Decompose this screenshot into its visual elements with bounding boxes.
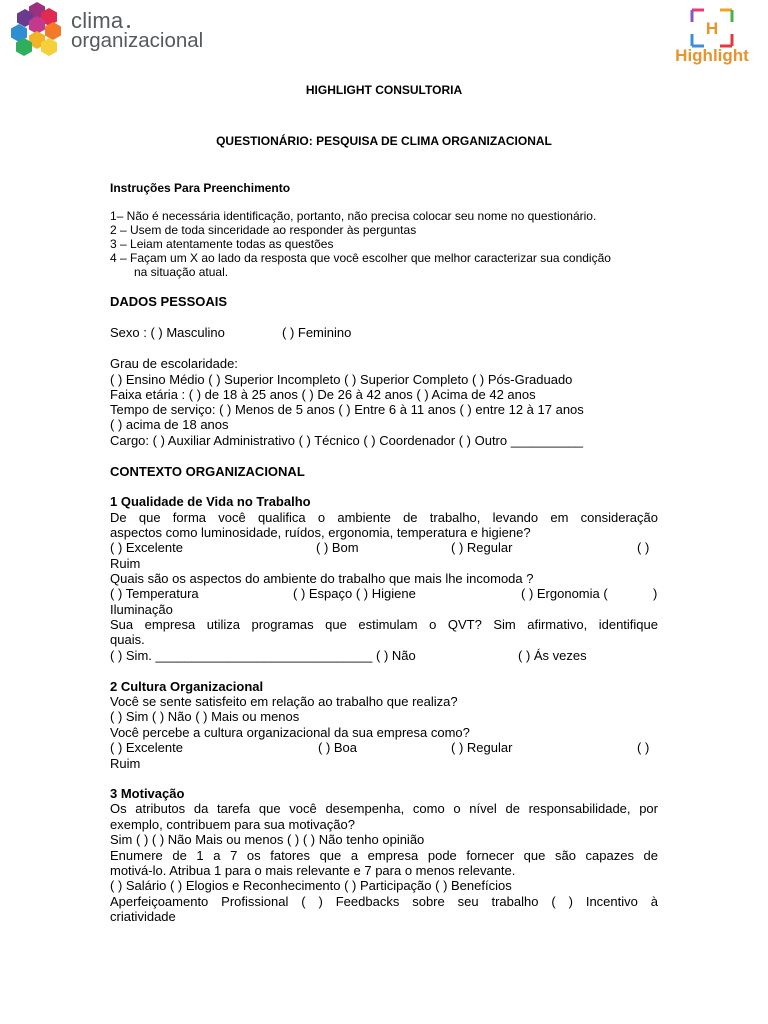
position-options[interactable]: Cargo: ( ) Auxiliar Administrativo ( ) Técnico ( ) Coordenador ( ) Outro __________ [110, 433, 584, 448]
option-iluminacao-label: Iluminação [110, 602, 173, 617]
option-ruim-label: Ruim [110, 556, 141, 571]
option-ruim-checkbox[interactable]: ( ) [637, 540, 650, 555]
section-3-question-1: Os atributos da tarefa que você desempenha, como o nível de responsabilidade, por [110, 801, 658, 816]
personal-data-heading: DADOS PESSOAIS [110, 294, 228, 309]
section-2-question-1: Você se sente satisfeito em relação ao trabalho que realiza? [110, 694, 458, 709]
section-3-question-1-options[interactable]: Sim ( ) ( ) Não Mais ou menos ( ) ( ) Não tenho opinião [110, 832, 425, 847]
section-1-question-1-cont: aspectos como luminosidade, ruídos, ergonomia, temperatura e higiene? [110, 525, 531, 540]
option-bom[interactable]: ( ) Bom [316, 540, 359, 555]
logo-word-organizacional: organizacional [71, 29, 204, 52]
section-3-question-2-options-cont[interactable]: Aperfeiçoamento Profissional ( ) Feedbacks sobre seu trabalho ( ) Incentivo à [110, 894, 658, 909]
section-3-question-2-cont: motivá-lo. Atribua 1 para o mais relevante e 7 para o menos relevante. [110, 863, 516, 878]
education-options[interactable]: ( ) Ensino Médio ( ) Superior Incompleto ( ) Superior Completo ( ) Pós-Graduado [110, 372, 573, 387]
section-2-question-1-options[interactable]: ( ) Sim ( ) Não ( ) Mais ou menos [110, 709, 300, 724]
instruction-item: 2 – Usem de toda sinceridade ao responder às perguntas [110, 223, 417, 237]
hexagon-cluster-icon [9, 0, 69, 60]
option-ergonomia[interactable]: ( ) Ergonomia ( [521, 586, 608, 601]
service-time-options[interactable]: Tempo de serviço: ( ) Menos de 5 anos ( ) Entre 6 à 11 anos ( ) entre 12 à 17 anos [110, 402, 584, 417]
instructions-heading: Instruções Para Preenchimento [110, 181, 291, 195]
age-range-options[interactable]: Faixa etária : ( ) de 18 à 25 anos ( ) De 26 à 42 anos ( ) Acima de 42 anos [110, 387, 536, 402]
highlight-wordmark: Highlight [675, 46, 749, 65]
section-3-question-2: Enumere de 1 a 7 os fatores que a empresa pode fornecer que são capazes de [110, 848, 658, 863]
option-temperatura[interactable]: ( ) Temperatura [110, 586, 199, 601]
section-3-question-1-cont: exemplo, contribuem para sua motivação? [110, 817, 355, 832]
section-1-question-2: Quais são os aspectos do ambiente do trabalho que mais lhe incomoda ? [110, 571, 534, 586]
highlight-letter: H [705, 19, 719, 38]
highlight-frame-icon [688, 8, 736, 48]
section-3-title: 3 Motivação [110, 786, 185, 801]
section-1-question-3-cont: quais. [110, 632, 145, 647]
option-as-vezes[interactable]: ( ) Ás vezes [518, 648, 587, 663]
option-ruim-label: Ruim [110, 756, 141, 771]
logo-dot [127, 25, 130, 28]
option-boa[interactable]: ( ) Boa [318, 740, 358, 755]
section-1-question-1: De que forma você qualifica o ambiente de trabalho, levando em consideração [110, 510, 658, 525]
option-iluminacao-checkbox[interactable]: ) [653, 586, 658, 601]
sex-female-option[interactable]: ( ) Feminino [282, 325, 352, 340]
instruction-item: 1– Não é necessária identificação, portanto, não precisa colocar seu nome no questionário. [110, 209, 597, 223]
section-2-question-2: Você percebe a cultura organizacional da sua empresa como? [110, 725, 470, 740]
option-espaco-higiene[interactable]: ( ) Espaço ( ) Higiene [293, 586, 416, 601]
service-time-options-cont[interactable]: ( ) acima de 18 anos [110, 417, 229, 432]
highlight-logo [672, 6, 752, 68]
section-3-question-2-options[interactable]: ( ) Salário ( ) Elogios e Reconhecimento ( ) Participação ( ) Benefícios [110, 878, 512, 893]
option-excelente[interactable]: ( ) Excelente [110, 540, 183, 555]
sex-male-option[interactable]: Sexo : ( ) Masculino [110, 325, 225, 340]
section-1-question-3: Sua empresa utiliza programas que estimulam o QVT? Sim afirmativo, identifique [110, 617, 658, 632]
education-label: Grau de escolaridade: [110, 356, 238, 371]
instruction-item: na situação atual. [134, 265, 229, 279]
section-2-title: 2 Cultura Organizacional [110, 679, 264, 694]
option-regular[interactable]: ( ) Regular [451, 540, 513, 555]
option-sim-nao[interactable]: ( ) Sim. ______________________________ ( ) Não [110, 648, 416, 663]
option-excelente[interactable]: ( ) Excelente [110, 740, 183, 755]
section-1-title: 1 Qualidade de Vida no Trabalho [110, 494, 311, 509]
option-regular[interactable]: ( ) Regular [451, 740, 513, 755]
option-ruim-checkbox[interactable]: ( ) [637, 740, 650, 755]
company-title: HIGHLIGHT CONSULTORIA [305, 83, 463, 97]
questionnaire-title: QUESTIONÁRIO: PESQUISA DE CLIMA ORGANIZACIONAL [216, 134, 552, 148]
logo-word-clima: clima [71, 8, 124, 33]
instruction-item: 3 – Leiam atentamente todas as questões [110, 237, 334, 251]
org-context-heading: CONTEXTO ORGANIZACIONAL [110, 464, 305, 479]
section-3-question-2-options-end: criatividade [110, 909, 176, 924]
instruction-item: 4 – Façam um X ao lado da resposta que você escolher que melhor caracterizar sua condição [110, 251, 611, 265]
clima-organizacional-logo [9, 0, 209, 60]
